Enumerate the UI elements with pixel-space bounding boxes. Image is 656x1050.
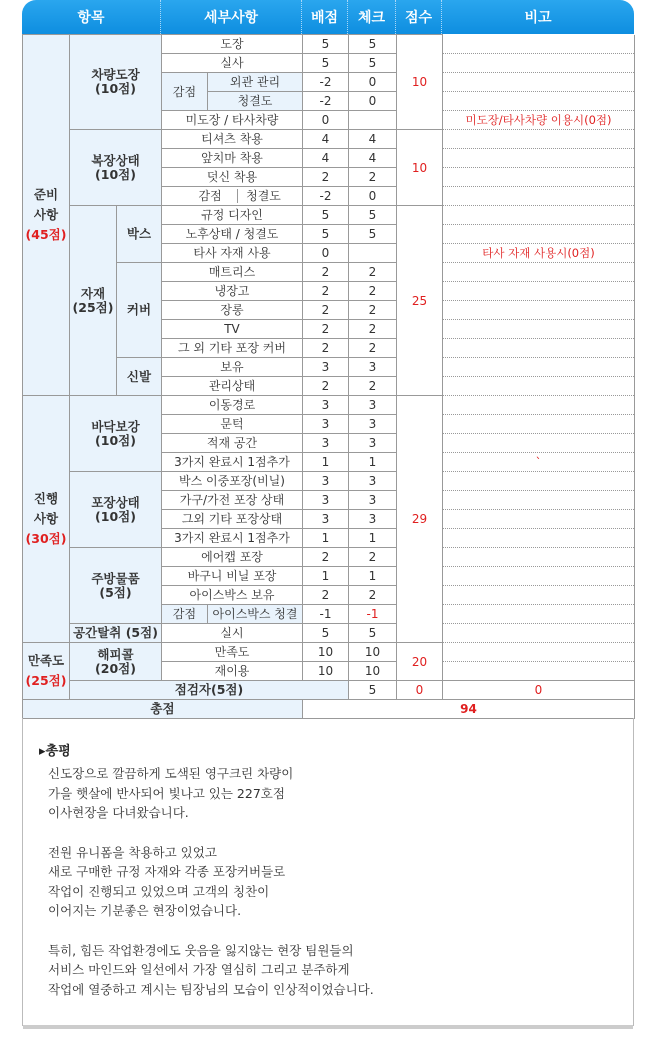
note-cell	[443, 586, 635, 605]
check-cell: 5	[349, 225, 397, 244]
note-cell	[443, 187, 635, 206]
check-cell: 2	[349, 377, 397, 396]
note-cell	[443, 510, 635, 529]
item-cell: 미도장 / 타사차량	[162, 111, 303, 130]
note-cell	[443, 73, 635, 92]
note-cell	[443, 320, 635, 339]
item-cell: 이동경로	[162, 396, 303, 415]
max-cell: 1	[303, 529, 349, 548]
note-cell	[443, 301, 635, 320]
item-cell: 외관 관리	[208, 73, 303, 92]
summary-panel	[22, 718, 634, 1026]
score-cell-material: 25	[397, 206, 443, 396]
summary-bottom-border	[23, 1025, 633, 1029]
header-check: 체크	[348, 0, 396, 34]
item-cell: TV	[162, 320, 303, 339]
check-cell: 5	[349, 54, 397, 73]
summary-paragraph: 전원 유니폼을 착용하고 있었고 새로 구매한 규정 자재와 각종 포장커버들로 작업이 진행되고 있었으며 고객의 칭찬이 이어지는 기분좋은 현장이었습니다.	[48, 844, 286, 918]
item-cell: 앞치마 착용	[162, 149, 303, 168]
max-cell: -1	[303, 605, 349, 624]
header-note: 비고	[524, 10, 552, 26]
max-cell: 3	[303, 510, 349, 529]
total-row	[23, 700, 635, 719]
check-cell: 3	[349, 434, 397, 453]
summary-body	[48, 764, 608, 1019]
note-cell	[443, 263, 635, 282]
max-cell: 2	[303, 377, 349, 396]
note-cell	[443, 491, 635, 510]
group-material	[70, 206, 117, 396]
max-cell: 5	[303, 35, 349, 54]
inspector-label: 점검자(5점)	[70, 681, 349, 700]
item-cell: 3가지 완료시 1점추가	[162, 529, 303, 548]
check-cell: 3	[349, 396, 397, 415]
item-cell: 장롱	[162, 301, 303, 320]
check-cell: 3	[349, 510, 397, 529]
max-cell: 3	[303, 491, 349, 510]
deduct-cell: 감점	[162, 73, 208, 111]
note-cell	[443, 130, 635, 149]
note-cell	[443, 358, 635, 377]
item-cell: 관리상태	[162, 377, 303, 396]
score-cell-uniform: 10	[397, 130, 443, 206]
check-cell: 0	[349, 73, 397, 92]
max-cell: 1	[303, 453, 349, 472]
max-cell: 3	[303, 358, 349, 377]
score-cell-vehicle: 10	[397, 35, 443, 130]
item-label: 청결도	[246, 189, 281, 203]
group-packing	[70, 472, 162, 548]
check-cell: 3	[349, 358, 397, 377]
score-cell: 0	[443, 681, 635, 700]
check-cell: 5	[349, 624, 397, 643]
item-cell: 타사 자재 사용	[162, 244, 303, 263]
note-cell	[443, 396, 635, 415]
table-row	[23, 206, 635, 225]
check-cell	[349, 111, 397, 130]
item-cell: 그외 기타 포장상태	[162, 510, 303, 529]
item-cell: 바구니 비닐 포장	[162, 567, 303, 586]
check-cell: 2	[349, 320, 397, 339]
max-cell: 0	[303, 111, 349, 130]
check-cell: 0	[349, 187, 397, 206]
group-floor-label: 바닥보강 (10점)	[91, 418, 140, 448]
header-score: 점수	[396, 0, 442, 34]
group-box: 박스	[117, 206, 162, 263]
max-cell: 4	[303, 130, 349, 149]
max-cell: 2	[303, 282, 349, 301]
check-cell: 2	[349, 586, 397, 605]
max-cell: 0	[303, 244, 349, 263]
check-cell: 1	[349, 453, 397, 472]
score-cell-progress: 29	[397, 396, 443, 643]
table-row	[23, 130, 635, 149]
table-row	[23, 624, 635, 643]
note-cell	[443, 92, 635, 111]
group-kitchen-label: 주방물품 (5점)	[91, 570, 140, 600]
note-cell	[443, 225, 635, 244]
max-cell: 2	[303, 301, 349, 320]
max-cell: 10	[303, 643, 349, 662]
group-floor	[70, 396, 162, 472]
item-cell: 재이용	[162, 662, 303, 681]
group-happycall-label: 해피콜 (20점)	[95, 646, 136, 676]
check-cell: 1	[349, 567, 397, 586]
item-cell: 3가지 완료시 1점추가	[162, 453, 303, 472]
evaluation-sheet	[22, 0, 634, 719]
note-cell	[443, 605, 635, 624]
max-cell: 2	[303, 168, 349, 187]
item-cell: 만족도	[162, 643, 303, 662]
table-row	[23, 643, 635, 662]
item-cell: 아이스박스 보유	[162, 586, 303, 605]
summary-paragraph: 신도장으로 깔끔하게 도색된 영구크린 차량이 가을 햇살에 반사되어 빛나고 있는 227호점 이사현장을 다녀왔습니다.	[48, 766, 294, 820]
check-cell	[349, 244, 397, 263]
max-cell: 2	[303, 548, 349, 567]
check-cell: 4	[349, 130, 397, 149]
item-cell: 박스 이중포장(비닐)	[162, 472, 303, 491]
max-cell: -2	[303, 187, 349, 206]
max-cell: 5	[303, 54, 349, 73]
group-cover: 커버	[117, 263, 162, 358]
table-row	[23, 396, 635, 415]
header-max: 배점	[302, 0, 348, 34]
item-cell: 청결도	[208, 92, 303, 111]
section-prog-points: (30점)	[25, 531, 67, 546]
item-cell: 가구/가전 포장 상태	[162, 491, 303, 510]
group-uniform	[70, 130, 162, 206]
max-cell: 1	[303, 567, 349, 586]
max-cell: 5	[303, 624, 349, 643]
check-cell: 5	[349, 35, 397, 54]
check-cell: 2	[349, 548, 397, 567]
check-cell: 0	[397, 681, 443, 700]
max-cell: 3	[303, 472, 349, 491]
inspector-row	[23, 681, 635, 700]
summary-title: ▸총평	[39, 744, 71, 759]
table-row	[23, 472, 635, 491]
max-cell: 5	[303, 225, 349, 244]
group-kitchen	[70, 548, 162, 624]
note-cell	[443, 662, 635, 681]
max-cell: 2	[303, 263, 349, 282]
item-cell: 실사	[162, 54, 303, 73]
group-packing-label: 포장상태 (10점)	[91, 494, 140, 524]
check-cell: 10	[349, 662, 397, 681]
item-cell: 도장	[162, 35, 303, 54]
note-cell: `	[443, 453, 635, 472]
total-value: 94	[303, 700, 635, 719]
max-cell: 3	[303, 415, 349, 434]
section-prog	[23, 396, 70, 643]
note-cell	[443, 643, 635, 662]
item-cell: 냉장고	[162, 282, 303, 301]
item-cell: 적재 공간	[162, 434, 303, 453]
max-cell: 3	[303, 396, 349, 415]
check-cell: 3	[349, 472, 397, 491]
section-prep	[23, 35, 70, 396]
section-prep-label: 준비 사항	[33, 187, 59, 222]
max-cell: 5	[349, 681, 397, 700]
note-cell: 타사 자재 사용시(0점)	[443, 244, 635, 263]
check-cell: 2	[349, 282, 397, 301]
check-cell: 4	[349, 149, 397, 168]
header-item: 항목	[22, 0, 161, 34]
group-uniform-label: 복장상태 (10점)	[91, 152, 140, 182]
group-shoe: 신발	[117, 358, 162, 396]
score-table	[22, 34, 635, 719]
section-prep-points: (45점)	[25, 227, 67, 242]
group-space: 공간탈취 (5점)	[70, 624, 162, 643]
item-cell: 아이스박스 청결	[208, 605, 303, 624]
item-cell: 티셔츠 착용	[162, 130, 303, 149]
check-cell: 2	[349, 339, 397, 358]
check-cell: 2	[349, 301, 397, 320]
note-cell	[443, 472, 635, 491]
note-cell	[443, 282, 635, 301]
group-material-label: 자재 (25점)	[72, 285, 114, 315]
check-cell: 5	[349, 206, 397, 225]
note-cell	[443, 624, 635, 643]
item-cell: 문턱	[162, 415, 303, 434]
check-cell: 3	[349, 415, 397, 434]
check-cell: 0	[349, 92, 397, 111]
deduct-label: 감점	[183, 189, 238, 203]
note-cell	[443, 149, 635, 168]
total-label: 총점	[23, 700, 303, 719]
item-cell: 규정 디자인	[162, 206, 303, 225]
check-cell: -1	[349, 605, 397, 624]
max-cell: 2	[303, 320, 349, 339]
max-cell: -2	[303, 92, 349, 111]
summary-paragraph: 특히, 힘든 작업환경에도 웃음을 잃지않는 현장 팀원들의 서비스 마인드와 일선에서 가장 열심히 그리고 분주하게 작업에 열중하고 계시는 팀장님의 모습이 인상적이었습니다.	[48, 942, 374, 997]
check-cell: 10	[349, 643, 397, 662]
max-cell: 4	[303, 149, 349, 168]
item-cell: 보유	[162, 358, 303, 377]
item-cell: 실시	[162, 624, 303, 643]
check-cell: 2	[349, 168, 397, 187]
table-row	[23, 548, 635, 567]
item-cell: 덧신 착용	[162, 168, 303, 187]
deduct-cell: 감점	[162, 605, 208, 624]
item-cell: 에어캡 포장	[162, 548, 303, 567]
group-vehicle	[70, 35, 162, 130]
table-header	[22, 0, 634, 34]
score-cell-happycall: 20	[397, 643, 443, 681]
section-prog-label: 진행 사항	[33, 491, 59, 526]
note-cell	[443, 567, 635, 586]
note-cell	[443, 339, 635, 358]
note-cell	[443, 35, 635, 54]
note-cell	[443, 434, 635, 453]
note-cell	[443, 415, 635, 434]
item-cell: 그 외 기타 포장 커버	[162, 339, 303, 358]
check-cell: 3	[349, 491, 397, 510]
max-cell: 2	[303, 586, 349, 605]
max-cell: 5	[303, 206, 349, 225]
max-cell: 3	[303, 434, 349, 453]
note-cell	[443, 529, 635, 548]
check-cell: 1	[349, 529, 397, 548]
note-cell	[443, 168, 635, 187]
max-cell: 2	[303, 339, 349, 358]
note-cell	[443, 206, 635, 225]
section-satis	[23, 643, 70, 700]
item-cell	[162, 187, 303, 206]
note-cell	[443, 54, 635, 73]
check-cell: 2	[349, 263, 397, 282]
note-cell	[443, 548, 635, 567]
section-satis-label: 만족도	[27, 653, 65, 668]
max-cell: -2	[303, 73, 349, 92]
section-satis-points: (25점)	[25, 673, 67, 688]
group-happycall	[70, 643, 162, 681]
max-cell: 10	[303, 662, 349, 681]
table-row	[23, 35, 635, 54]
note-cell: 미도장/타사차량 이용시(0점)	[443, 111, 635, 130]
group-vehicle-label: 차량도장 (10점)	[91, 67, 140, 96]
item-cell: 노후상태 / 청결도	[162, 225, 303, 244]
note-cell	[443, 377, 635, 396]
header-detail: 세부사항	[161, 0, 302, 34]
item-cell: 매트리스	[162, 263, 303, 282]
